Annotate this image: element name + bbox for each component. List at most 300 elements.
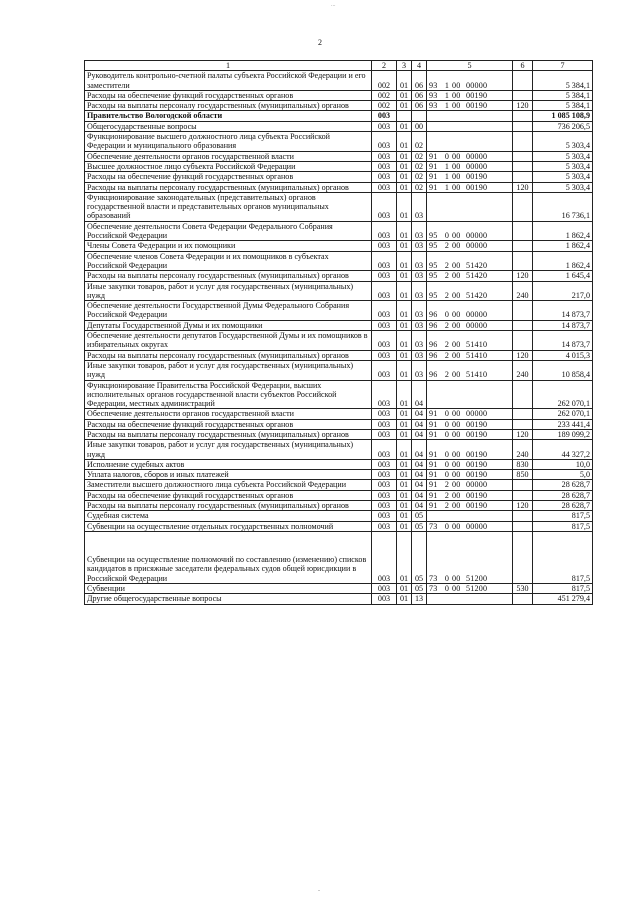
row-expense-type	[513, 380, 533, 409]
row-target-article	[427, 241, 513, 251]
target-article-part: 2	[444, 370, 450, 380]
target-article-part: 93	[429, 101, 438, 111]
target-article-part: 51410	[466, 340, 488, 350]
row-section: 01	[397, 501, 412, 511]
target-article-part: 95	[429, 241, 438, 251]
table-row	[85, 192, 593, 221]
row-subsection: 04	[412, 380, 427, 409]
row-target-article	[427, 281, 513, 301]
target-article-part: 00000	[466, 521, 488, 531]
table-row	[85, 90, 593, 100]
row-expense-type: 850	[513, 470, 533, 480]
row-amount: 10 858,4	[533, 360, 593, 380]
row-amount: 189 099,2	[533, 429, 593, 439]
table-row	[85, 301, 593, 321]
row-target-article	[427, 501, 513, 511]
target-article-part: 00	[452, 231, 461, 241]
row-subsection: 03	[412, 320, 427, 330]
target-article-part: 91	[429, 172, 438, 182]
target-article-part: 00190	[466, 459, 488, 469]
row-subsection: 03	[412, 331, 427, 351]
row-name: Субвенции	[85, 583, 372, 593]
target-article-part: 91	[429, 151, 438, 161]
row-subsection: 02	[412, 182, 427, 192]
row-subsection: 00	[412, 121, 427, 131]
row-name: Обеспечение деятельности депутатов Государственной Думы и их помощников в избирательных округах	[85, 331, 372, 351]
row-expense-type: 120	[513, 271, 533, 281]
row-name: Расходы на выплаты персоналу государственных (муниципальных) органов	[85, 271, 372, 281]
row-target-article	[427, 429, 513, 439]
target-article-part: 51200	[466, 583, 488, 593]
row-target-article	[427, 419, 513, 429]
target-article-part: 95	[429, 290, 438, 300]
target-article-part: 0	[444, 470, 450, 480]
row-admin-code: 003	[372, 429, 397, 439]
row-expense-type	[513, 132, 533, 152]
row-subsection: 04	[412, 480, 427, 490]
row-expense-type	[513, 111, 533, 121]
target-article-part: 0	[444, 231, 450, 241]
row-name: Расходы на выплаты персоналу государственных (муниципальных) органов	[85, 101, 372, 111]
target-article-part: 51410	[466, 350, 488, 360]
target-article-part: 73	[429, 521, 438, 531]
row-subsection: 05	[412, 531, 427, 583]
row-target-article	[427, 151, 513, 161]
target-article-part: 95	[429, 260, 438, 270]
row-target-article	[427, 221, 513, 241]
row-target-article	[427, 511, 513, 521]
row-amount: 10,0	[533, 459, 593, 469]
row-section: 01	[397, 380, 412, 409]
target-article-part: 00000	[466, 241, 488, 251]
row-admin-code: 003	[372, 531, 397, 583]
table-row	[85, 111, 593, 121]
row-name: Судебная система	[85, 511, 372, 521]
row-name: Функционирование законодательных (представительных) органов государственной власти и представительных органов муниципальных образований	[85, 192, 372, 221]
target-article-part: 96	[429, 310, 438, 320]
row-target-article	[427, 480, 513, 490]
header-col-7: 7	[533, 61, 593, 71]
row-target-article	[427, 531, 513, 583]
target-article-part: 2	[444, 490, 450, 500]
row-name: Расходы на обеспечение функций государственных органов	[85, 419, 372, 429]
row-expense-type	[513, 511, 533, 521]
row-name: Расходы на выплаты персоналу государственных (муниципальных) органов	[85, 350, 372, 360]
row-name: Расходы на выплаты персоналу государственных (муниципальных) органов	[85, 182, 372, 192]
target-article-part: 00000	[466, 161, 488, 171]
table-row	[85, 320, 593, 330]
target-article-part: 00	[452, 573, 461, 583]
table-row	[85, 241, 593, 251]
row-amount: 217,0	[533, 281, 593, 301]
scan-mark-bottom: -	[318, 888, 320, 894]
row-amount: 44 327,2	[533, 440, 593, 460]
target-article-part: 2	[444, 271, 450, 281]
target-article-part: 0	[444, 521, 450, 531]
table-row	[85, 101, 593, 111]
header-col-3: 3	[397, 61, 412, 71]
row-expense-type	[513, 121, 533, 131]
row-amount: 817,5	[533, 531, 593, 583]
row-section: 01	[397, 521, 412, 531]
row-section: 01	[397, 281, 412, 301]
row-subsection: 03	[412, 301, 427, 321]
target-article-part: 51420	[466, 271, 488, 281]
target-article-part: 51420	[466, 260, 488, 270]
row-admin-code: 003	[372, 172, 397, 182]
target-article-part: 00	[452, 151, 461, 161]
row-admin-code: 003	[372, 470, 397, 480]
row-admin-code: 003	[372, 380, 397, 409]
row-name: Обеспечение деятельности органов государственной власти	[85, 409, 372, 419]
header-col-1: 1	[85, 61, 372, 71]
row-admin-code: 003	[372, 331, 397, 351]
row-subsection: 03	[412, 251, 427, 271]
target-article-part: 1	[444, 161, 450, 171]
row-amount: 14 873,7	[533, 331, 593, 351]
row-target-article	[427, 350, 513, 360]
row-section: 01	[397, 221, 412, 241]
target-article-part: 2	[444, 480, 450, 490]
row-section: 01	[397, 161, 412, 171]
row-name: Субвенции на осуществление полномочий по составлению (изменению) списков кандидатов в присяжные заседатели федеральных судов общей юрисдикции в Российской Федерации	[85, 531, 372, 583]
target-article-part: 2	[444, 350, 450, 360]
row-name: Расходы на обеспечение функций государственных органов	[85, 172, 372, 182]
row-subsection: 06	[412, 101, 427, 111]
row-subsection: 03	[412, 241, 427, 251]
row-admin-code: 003	[372, 241, 397, 251]
target-article-part: 73	[429, 573, 438, 583]
target-article-part: 00190	[466, 470, 488, 480]
table-row	[85, 151, 593, 161]
row-name: Руководитель контрольно-счетной палаты субъекта Российской Федерации и его заместители	[85, 71, 372, 91]
target-article-part: 2	[444, 501, 450, 511]
table-row	[85, 271, 593, 281]
row-admin-code: 003	[372, 301, 397, 321]
target-article-part: 00	[452, 429, 461, 439]
header-col-5: 5	[427, 61, 513, 71]
row-expense-type: 120	[513, 501, 533, 511]
row-amount: 5 384,1	[533, 90, 593, 100]
row-name: Исполнение судебных актов	[85, 459, 372, 469]
row-section: 01	[397, 594, 412, 604]
row-admin-code: 003	[372, 459, 397, 469]
row-amount: 1 862,4	[533, 241, 593, 251]
row-section: 01	[397, 470, 412, 480]
target-article-part: 00	[452, 271, 461, 281]
row-amount: 817,5	[533, 511, 593, 521]
row-target-article	[427, 360, 513, 380]
row-subsection: 05	[412, 511, 427, 521]
row-subsection: 03	[412, 360, 427, 380]
target-article-part: 00	[452, 501, 461, 511]
target-article-part: 00190	[466, 429, 488, 439]
row-section: 01	[397, 490, 412, 500]
row-amount: 5 303,4	[533, 161, 593, 171]
target-article-part: 00	[452, 409, 461, 419]
table-row	[85, 221, 593, 241]
table-row	[85, 409, 593, 419]
row-subsection: 04	[412, 440, 427, 460]
table-row	[85, 360, 593, 380]
row-name: Другие общегосударственные вопросы	[85, 594, 372, 604]
row-expense-type	[513, 172, 533, 182]
row-target-article	[427, 380, 513, 409]
row-section: 01	[397, 241, 412, 251]
table-header-row	[85, 61, 593, 71]
row-name: Функционирование Правительства Российской Федерации, высших исполнительных органов государственной власти субъектов Российской Федерации, местных администраций	[85, 380, 372, 409]
row-subsection: 04	[412, 501, 427, 511]
target-article-part: 91	[429, 409, 438, 419]
row-expense-type	[513, 151, 533, 161]
row-admin-code: 003	[372, 594, 397, 604]
table-row	[85, 511, 593, 521]
row-name: Высшее должностное лицо субъекта Российской Федерации	[85, 161, 372, 171]
row-section	[397, 111, 412, 121]
table-row	[85, 251, 593, 271]
row-admin-code: 003	[372, 121, 397, 131]
row-subsection: 04	[412, 459, 427, 469]
target-article-part: 51410	[466, 370, 488, 380]
target-article-part: 2	[444, 340, 450, 350]
row-expense-type	[513, 521, 533, 531]
row-name: Общегосударственные вопросы	[85, 121, 372, 131]
row-target-article	[427, 320, 513, 330]
header-col-6: 6	[513, 61, 533, 71]
target-article-part: 00	[452, 182, 461, 192]
row-subsection: 02	[412, 161, 427, 171]
row-admin-code: 003	[372, 511, 397, 521]
row-section: 01	[397, 90, 412, 100]
row-amount: 14 873,7	[533, 320, 593, 330]
row-target-article	[427, 161, 513, 171]
table-row	[85, 480, 593, 490]
row-expense-type	[513, 409, 533, 419]
row-admin-code: 003	[372, 419, 397, 429]
table-row	[85, 594, 593, 604]
row-section: 01	[397, 251, 412, 271]
target-article-part: 00190	[466, 182, 488, 192]
target-article-part: 00	[452, 172, 461, 182]
row-name: Обеспечение деятельности органов государственной власти	[85, 151, 372, 161]
row-target-article	[427, 583, 513, 593]
target-article-part: 00190	[466, 501, 488, 511]
row-admin-code: 003	[372, 583, 397, 593]
target-article-part: 00000	[466, 320, 488, 330]
table-row	[85, 331, 593, 351]
row-subsection: 04	[412, 419, 427, 429]
row-subsection: 04	[412, 470, 427, 480]
row-subsection: 03	[412, 221, 427, 241]
row-name: Расходы на выплаты персоналу государственных (муниципальных) органов	[85, 501, 372, 511]
target-article-part: 00000	[466, 409, 488, 419]
row-admin-code: 002	[372, 101, 397, 111]
table-row	[85, 531, 593, 583]
row-target-article	[427, 594, 513, 604]
row-admin-code: 003	[372, 409, 397, 419]
target-article-part: 91	[429, 161, 438, 171]
row-amount: 4 015,3	[533, 350, 593, 360]
row-admin-code: 003	[372, 320, 397, 330]
table-row	[85, 470, 593, 480]
row-amount: 817,5	[533, 521, 593, 531]
row-target-article	[427, 251, 513, 271]
target-article-part: 00190	[466, 101, 488, 111]
row-subsection: 03	[412, 271, 427, 281]
row-subsection: 02	[412, 172, 427, 182]
target-article-part: 1	[444, 182, 450, 192]
row-expense-type	[513, 301, 533, 321]
row-target-article	[427, 331, 513, 351]
row-amount: 5 303,4	[533, 132, 593, 152]
scan-mark: ...	[331, 2, 336, 8]
row-section: 01	[397, 192, 412, 221]
row-subsection: 06	[412, 71, 427, 91]
row-target-article	[427, 90, 513, 100]
row-expense-type: 120	[513, 101, 533, 111]
row-section: 01	[397, 331, 412, 351]
target-article-part: 00	[452, 490, 461, 500]
row-section: 01	[397, 480, 412, 490]
page-number: 2	[318, 38, 322, 47]
row-admin-code: 003	[372, 111, 397, 121]
row-admin-code: 003	[372, 480, 397, 490]
target-article-part: 00	[452, 350, 461, 360]
target-article-part: 95	[429, 231, 438, 241]
table-body	[85, 71, 593, 604]
row-amount: 233 441,4	[533, 419, 593, 429]
row-expense-type	[513, 241, 533, 251]
row-amount: 736 206,5	[533, 121, 593, 131]
row-amount: 28 628,7	[533, 480, 593, 490]
row-admin-code: 003	[372, 132, 397, 152]
row-expense-type: 240	[513, 281, 533, 301]
row-name: Депутаты Государственной Думы и их помощники	[85, 320, 372, 330]
row-amount: 5 384,1	[533, 71, 593, 91]
row-section: 01	[397, 583, 412, 593]
target-article-part: 0	[444, 151, 450, 161]
table-row	[85, 281, 593, 301]
row-amount: 1 862,4	[533, 221, 593, 241]
row-name: Правительство Вологодской области	[85, 111, 372, 121]
row-expense-type	[513, 594, 533, 604]
row-section: 01	[397, 511, 412, 521]
row-section: 01	[397, 172, 412, 182]
row-target-article	[427, 101, 513, 111]
target-article-part: 91	[429, 480, 438, 490]
target-article-part: 00	[452, 90, 461, 100]
table-row	[85, 380, 593, 409]
row-subsection: 03	[412, 281, 427, 301]
row-section: 01	[397, 121, 412, 131]
row-admin-code: 003	[372, 251, 397, 271]
row-admin-code: 003	[372, 271, 397, 281]
table-row	[85, 490, 593, 500]
row-subsection: 02	[412, 132, 427, 152]
target-article-part: 00	[452, 480, 461, 490]
budget-table	[84, 60, 593, 605]
target-article-part: 0	[444, 429, 450, 439]
target-article-part: 00000	[466, 310, 488, 320]
row-admin-code: 003	[372, 161, 397, 171]
row-target-article	[427, 459, 513, 469]
target-article-part: 0	[444, 573, 450, 583]
row-section: 01	[397, 440, 412, 460]
target-article-part: 91	[429, 182, 438, 192]
header-col-2: 2	[372, 61, 397, 71]
row-name: Субвенции на осуществление отдельных государственных полномочий	[85, 521, 372, 531]
target-article-part: 00190	[466, 172, 488, 182]
row-name: Члены Совета Федерации и их помощники	[85, 241, 372, 251]
row-name: Обеспечение членов Совета Федерации и их помощников в субъектах Российской Федерации	[85, 251, 372, 271]
target-article-part: 96	[429, 370, 438, 380]
row-target-article	[427, 182, 513, 192]
table-row	[85, 71, 593, 91]
row-admin-code: 003	[372, 521, 397, 531]
target-article-part: 00190	[466, 90, 488, 100]
target-article-part: 2	[444, 290, 450, 300]
row-section: 01	[397, 419, 412, 429]
row-amount: 1 645,4	[533, 271, 593, 281]
row-amount: 5 384,1	[533, 101, 593, 111]
row-target-article	[427, 71, 513, 91]
target-article-part: 00000	[466, 151, 488, 161]
row-amount: 28 628,7	[533, 501, 593, 511]
row-expense-type	[513, 419, 533, 429]
row-admin-code: 003	[372, 490, 397, 500]
row-name: Обеспечение деятельности Государственной Думы Федерального Собрания Российской Федерации	[85, 301, 372, 321]
row-admin-code: 003	[372, 182, 397, 192]
row-amount: 5 303,4	[533, 172, 593, 182]
row-subsection	[412, 111, 427, 121]
target-article-part: 00	[452, 320, 461, 330]
row-amount: 262 070,1	[533, 380, 593, 409]
table-row	[85, 521, 593, 531]
row-name: Иные закупки товаров, работ и услуг для государственных (муниципальных) нужд	[85, 281, 372, 301]
row-expense-type: 240	[513, 360, 533, 380]
row-admin-code: 002	[372, 90, 397, 100]
target-article-part: 00190	[466, 490, 488, 500]
target-article-part: 00	[452, 241, 461, 251]
header-col-4: 4	[412, 61, 427, 71]
row-target-article	[427, 111, 513, 121]
target-article-part: 93	[429, 80, 438, 90]
target-article-part: 00	[452, 340, 461, 350]
target-article-part: 00	[452, 310, 461, 320]
row-target-article	[427, 121, 513, 131]
target-article-part: 00	[452, 101, 461, 111]
target-article-part: 00190	[466, 419, 488, 429]
table-row	[85, 419, 593, 429]
row-admin-code: 003	[372, 151, 397, 161]
target-article-part: 00190	[466, 449, 488, 459]
row-section: 01	[397, 320, 412, 330]
row-admin-code: 002	[372, 71, 397, 91]
row-expense-type	[513, 192, 533, 221]
table-row	[85, 501, 593, 511]
target-article-part: 1	[444, 80, 450, 90]
row-expense-type: 530	[513, 583, 533, 593]
target-article-part: 1	[444, 90, 450, 100]
row-subsection: 02	[412, 151, 427, 161]
row-target-article	[427, 490, 513, 500]
target-article-part: 51420	[466, 290, 488, 300]
row-expense-type	[513, 161, 533, 171]
row-section: 01	[397, 429, 412, 439]
row-admin-code: 003	[372, 350, 397, 360]
target-article-part: 91	[429, 429, 438, 439]
row-amount: 5,0	[533, 470, 593, 480]
